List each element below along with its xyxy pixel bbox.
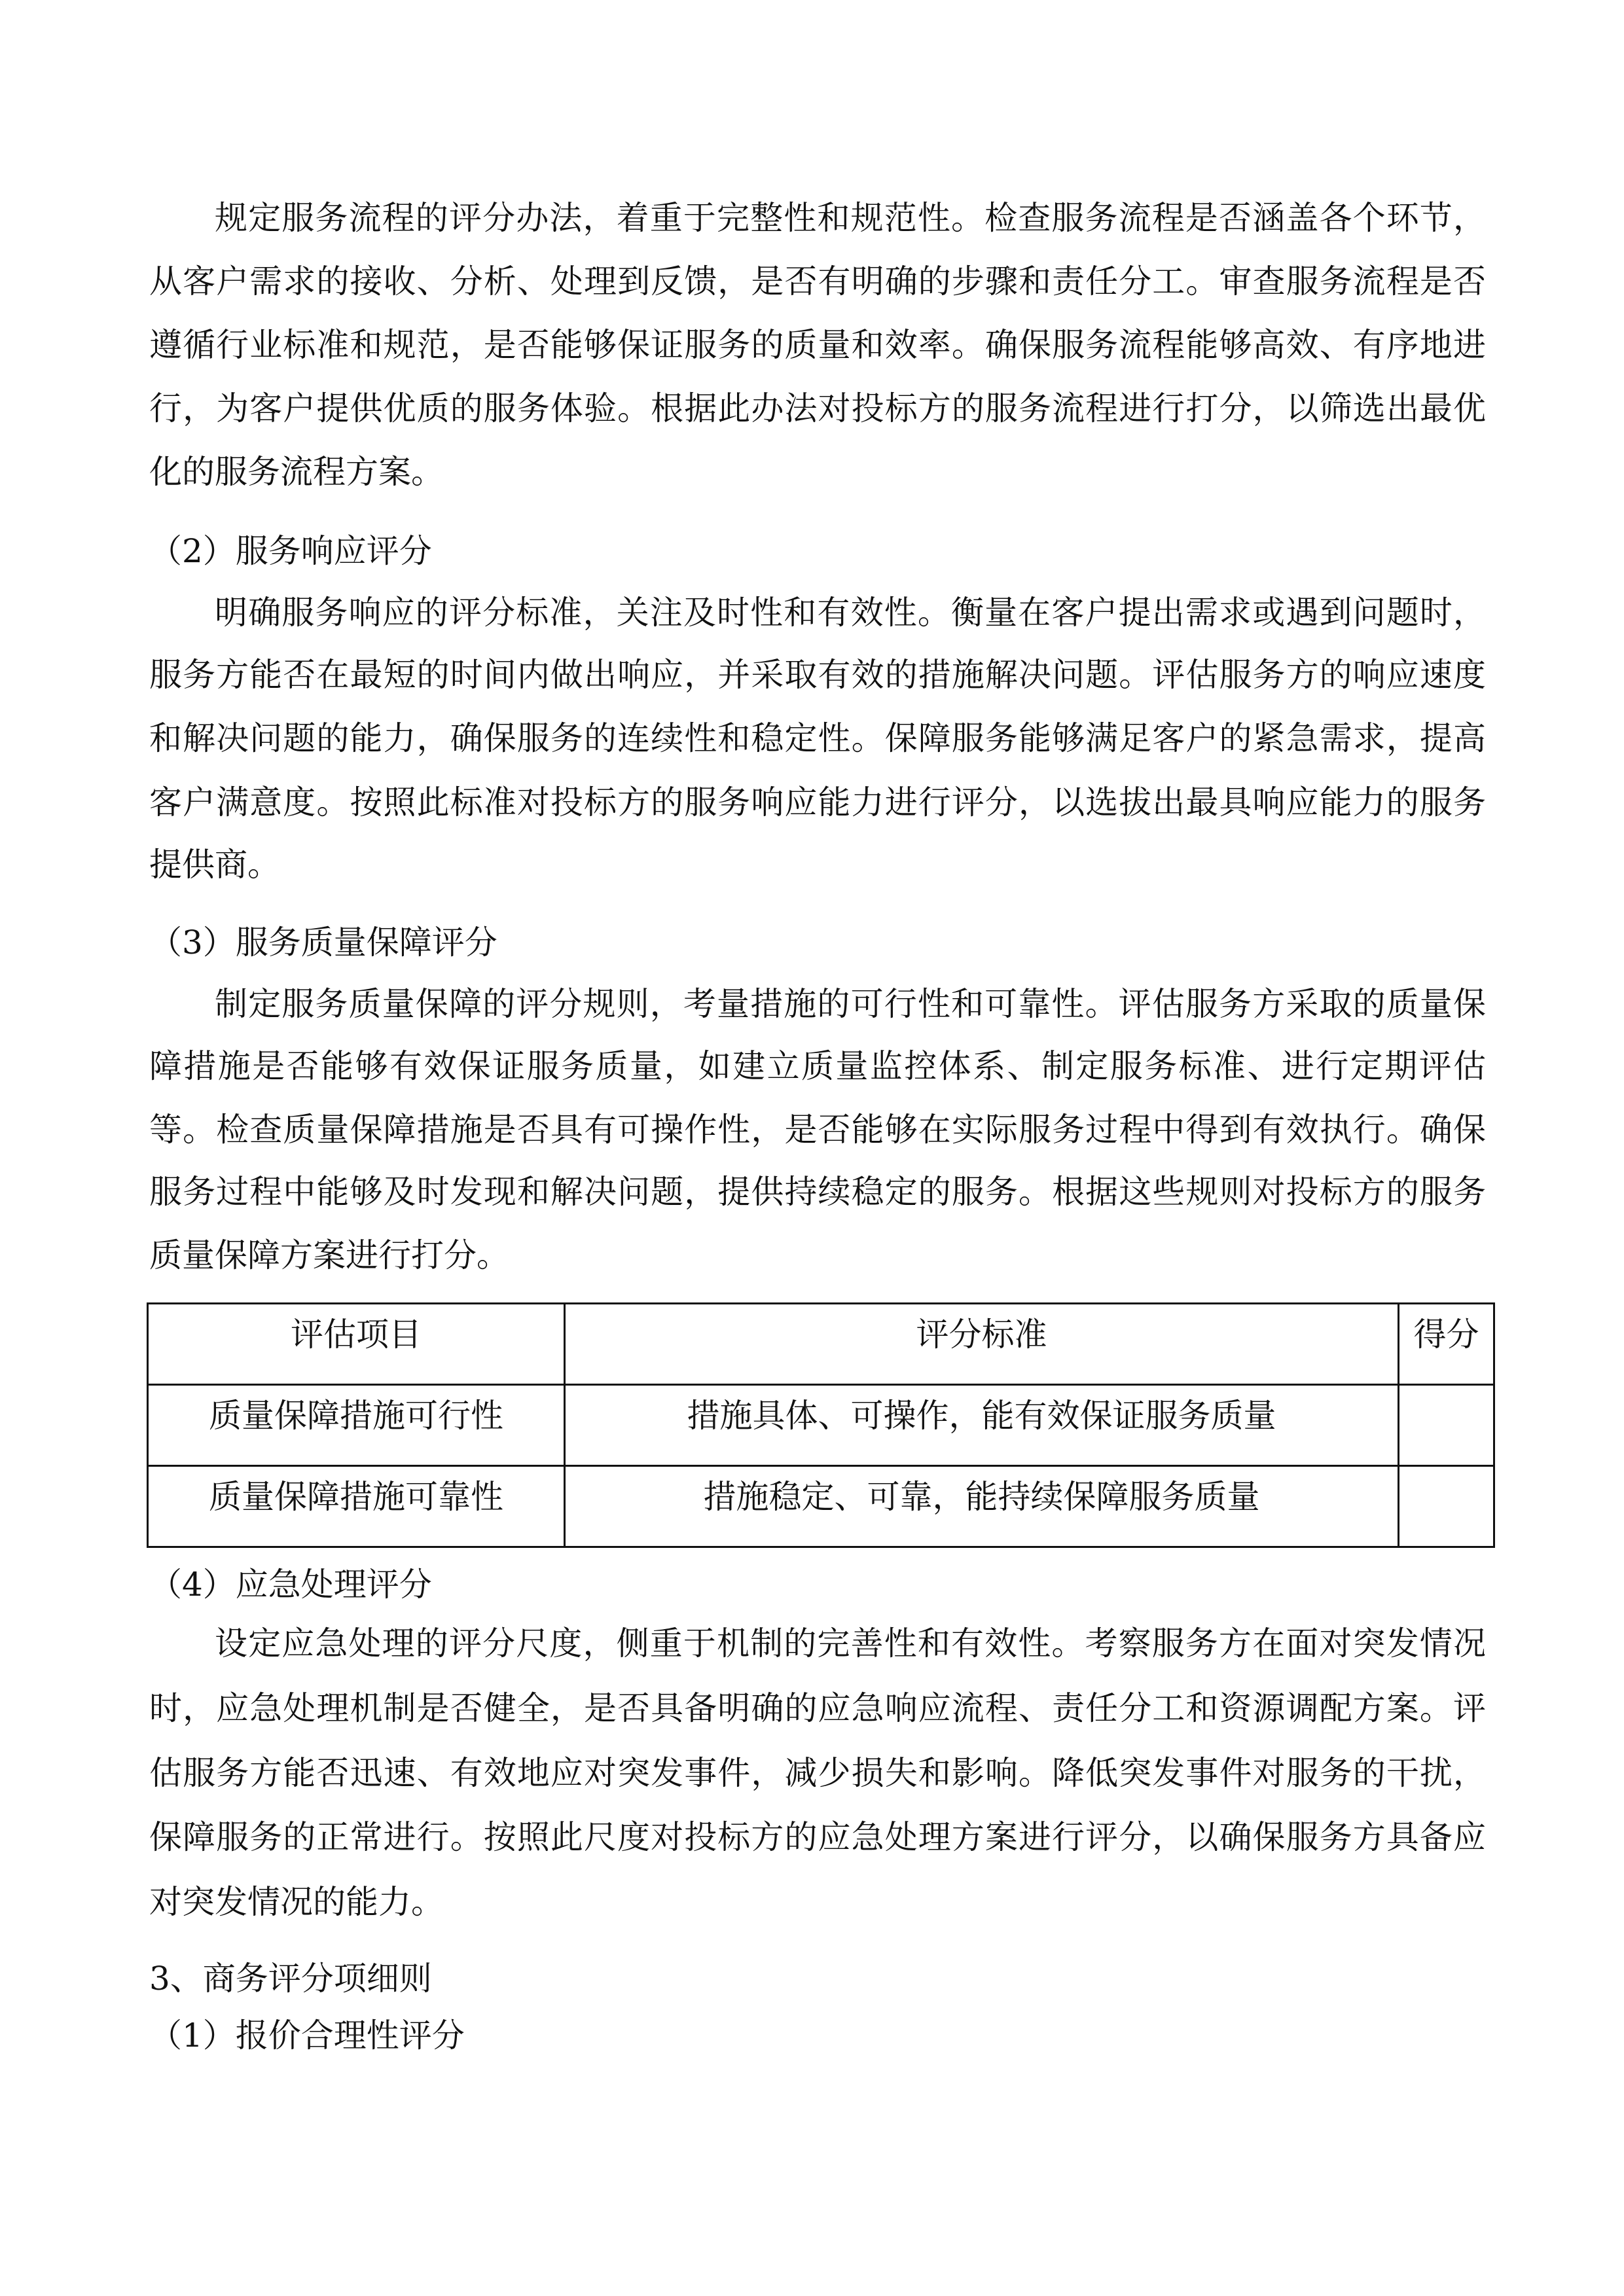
table-header-cell: 评分标准 — [565, 1304, 1399, 1385]
section-heading: 3、商务评分项细则 — [149, 1960, 432, 1998]
section-heading: （1）报价合理性评分 — [149, 2017, 465, 2054]
scoring-table — [147, 1302, 1495, 1548]
paragraph-line: 等。检查质量保障措施是否具有可操作性，是否能够在实际服务过程中得到有效执行。确保 — [149, 1111, 1486, 1149]
paragraph-line: 化的服务流程方案。 — [149, 453, 444, 491]
paragraph-line: 明确服务响应的评分标准，关注及时性和有效性。衡量在客户提出需求或遇到问题时， — [215, 594, 1486, 632]
table-row — [148, 1466, 1494, 1547]
paragraph-line: 行，为客户提供优质的服务体验。根据此办法对投标方的服务流程进行打分，以筛选出最优 — [149, 389, 1486, 427]
paragraph-line: 时，应急处理机制是否健全，是否具备明确的应急响应流程、责任分工和资源调配方案。评 — [149, 1689, 1486, 1727]
table-cell-criteria: 措施具体、可操作，能有效保证服务质量 — [565, 1385, 1399, 1466]
table-cell-item: 质量保障措施可靠性 — [148, 1466, 565, 1547]
paragraph-line: 障措施是否能够有效保证服务质量，如建立质量监控体系、制定服务标准、进行定期评估 — [149, 1047, 1486, 1085]
table-cell-score — [1399, 1466, 1494, 1547]
paragraph-line: 和解决问题的能力，确保服务的连续性和稳定性。保障服务能够满足客户的紧急需求，提高 — [149, 719, 1486, 757]
paragraph-line: 遵循行业标准和规范，是否能够保证服务的质量和效率。确保服务流程能够高效、有序地进 — [149, 326, 1486, 364]
paragraph-line: 对突发情况的能力。 — [149, 1883, 444, 1921]
paragraph-line: 从客户需求的接收、分析、处理到反馈，是否有明确的步骤和责任分工。审查服务流程是否 — [149, 262, 1486, 300]
paragraph-line: 保障服务的正常进行。按照此尺度对投标方的应急处理方案进行评分，以确保服务方具备应 — [149, 1818, 1486, 1856]
paragraph-line: 制定服务质量保障的评分规则，考量措施的可行性和可靠性。评估服务方采取的质量保 — [215, 985, 1486, 1023]
paragraph-line: 服务过程中能够及时发现和解决问题，提供持续稳定的服务。根据这些规则对投标方的服务 — [149, 1173, 1486, 1211]
section-heading: （2）服务响应评分 — [149, 532, 432, 570]
table-cell-score — [1399, 1385, 1494, 1466]
section-heading: （4）应急处理评分 — [149, 1566, 432, 1604]
table-row — [148, 1385, 1494, 1466]
table-cell-item: 质量保障措施可行性 — [148, 1385, 565, 1466]
paragraph-line: 服务方能否在最短的时间内做出响应，并采取有效的措施解决问题。评估服务方的响应速度 — [149, 656, 1486, 694]
paragraph-line: 规定服务流程的评分办法，着重于完整性和规范性。检查服务流程是否涵盖各个环节， — [215, 199, 1486, 237]
paragraph-line: 估服务方能否迅速、有效地应对突发事件，减少损失和影响。降低突发事件对服务的干扰， — [149, 1754, 1486, 1792]
paragraph-line: 客户满意度。按照此标准对投标方的服务响应能力进行评分，以选拔出最具响应能力的服务 — [149, 783, 1486, 821]
section-heading: （3）服务质量保障评分 — [149, 924, 497, 961]
paragraph-line: 提供商。 — [149, 846, 280, 884]
table-header-cell: 得分 — [1399, 1304, 1494, 1385]
table-header-row — [148, 1304, 1494, 1385]
paragraph-line: 设定应急处理的评分尺度，侧重于机制的完善性和有效性。考察服务方在面对突发情况 — [215, 1624, 1486, 1662]
table-header-cell: 评估项目 — [148, 1304, 565, 1385]
table-cell-criteria: 措施稳定、可靠，能持续保障服务质量 — [565, 1466, 1399, 1547]
paragraph-line: 质量保障方案进行打分。 — [149, 1236, 509, 1274]
